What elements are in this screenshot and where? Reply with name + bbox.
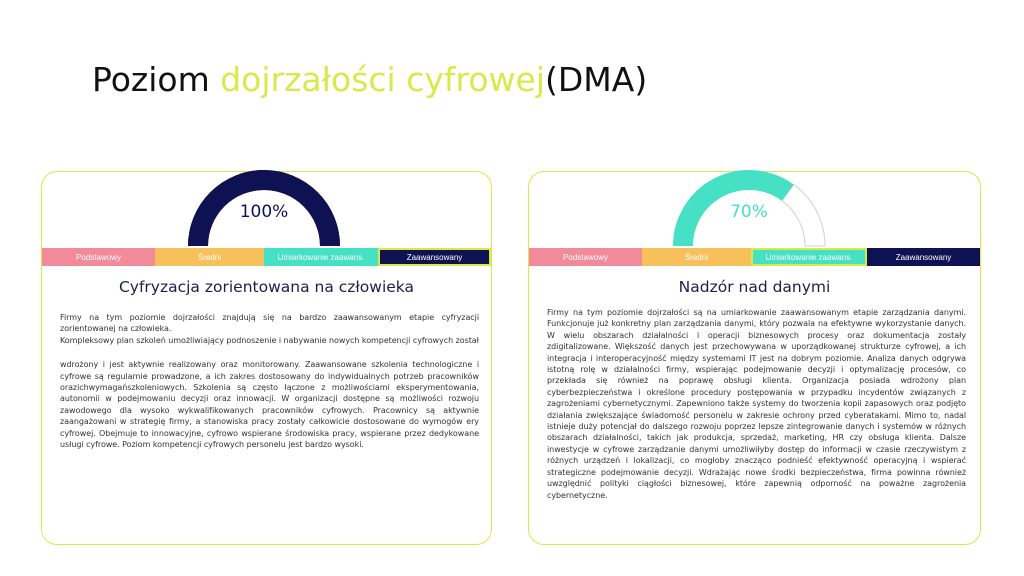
- maturity-gauge: [669, 158, 829, 258]
- level-moderately-advanced: Umiarkowanie zaawans.: [751, 248, 867, 266]
- maturity-card-data-governance: [528, 171, 981, 545]
- level-moderately-advanced: Umiarkowanie zaawans.: [264, 248, 378, 266]
- card-body: [547, 307, 966, 501]
- level-basic: Podstawowy: [42, 248, 155, 266]
- level-scale: [529, 248, 980, 266]
- title-accent: dojrzałości cyfrowej: [220, 60, 545, 99]
- body-paragraph: wdrożony i jest aktywnie realizowany oraz monitorowany. Zaawansowane szkolenia technologiczne i cyfrowe są regularnie prowadzone, a ich zakres dostosowany do indywidualnych potrzeb pracowników orazichwymagańszkoleniowych. Szkolenia są często łączone z możliwościami eksperymentowania, autonomii w podejmowaniu decyzji oraz innowacji. W organizacji dostępne są możliwości rozwoju zawodowego dla wysoko wykwalifikowanych pracowników cyfrowych. Pracownicy są aktywnie zaangażowani w strategię firmy, a stanowiska pracy zostały całkowicie dostosowane do wymogów ery cyfrowej. Obejmuje to innowacyjne, cyfrowo wspierane środowiska pracy, wspierane przez dedykowane usługi cyfrowe. Poziom kompetencji cyfrowych personelu jest bardzo wysoki.: [60, 360, 479, 450]
- level-basic: Podstawowy: [529, 248, 642, 266]
- level-intermediate: Średni: [155, 248, 264, 266]
- body-paragraph: Firmy na tym poziomie dojrzałości są na umiarkowanie zaawansowanym etapie zarządzania danymi. Funkcjonuje już konkretny plan zarządzania danymi, który pozwala na efektywne wykorzystanie danych. W wielu obszarach działalności i operacji biznesowych procesy oraz dokumentacja zostały zdigitalizowane. Większość danych jest przechowywana w uporządkowanej strukturze cyfrowej, a ich integracja i interoperacyjność między systemami IT jest na dobrym poziomie. Analiza danych odgrywa istotną rolę w działalności firmy, wspierając podejmowanie decyzji i optymalizację procesów, co przekłada się również na poprawę obsługi klienta. Organizacja posiada wdrożony plan cyberbezpieczeństwa i określone procedury postępowania w przypadku incydentów związanych z zagrożeniami cybernetycznymi. Zapewniono także systemy do tworzenia kopii zapasowych oraz podjęto działania zwiększające świadomość personelu w zakresie ochrony przed cyberatakami. Mimo to, nadal istnieje duży potencjał do dalszego rozwoju poprzez lepsze zintegrowanie danych i systemów w różnych obszarach działalności, takich jak produkcja, sprzedaż, marketing, HR czy obsługa klienta. Dalsze inwestycje w cyfrowe zarządzanie danymi umożliwiłyby dostęp do informacji w czasie rzeczywistym z różnych urządzeń i lokalizacji, co mogłoby znacząco podnieść efektywność operacyjną i wspierać strategiczne podejmowanie decyzji. Wdrażając nowe środki bezpieczeństwa, firma powinna również uwzględnić polityki ciągłości biznesowej, które zapewnią odporność na poważne zagrożenia cybernetyczne.: [547, 308, 966, 500]
- level-advanced: Zaawansowany: [378, 248, 491, 266]
- card-heading: Cyfryzacja zorientowana na człowieka: [118, 278, 415, 296]
- maturity-gauge: [184, 158, 344, 258]
- maturity-card-human-centric: [41, 171, 492, 545]
- card-heading: Nadzór nad danymi: [678, 278, 831, 296]
- gauge-value: 100%: [239, 202, 289, 222]
- level-scale: [42, 248, 491, 266]
- level-advanced: Zaawansowany: [867, 248, 980, 266]
- title-part-1: Poziom: [92, 60, 221, 99]
- body-paragraph: Firmy na tym poziomie dojrzałości znajdują się na bardzo zaawansowanym etapie cyfryzacji zorientowanej na człowieka.: [60, 313, 479, 334]
- level-intermediate: Średni: [642, 248, 751, 266]
- title-part-2: (DMA): [545, 60, 648, 99]
- page-title: [92, 60, 647, 99]
- gauge-value: 70%: [730, 202, 768, 222]
- body-paragraph: Kompleksowy plan szkoleń umożliwiający podnoszenie i nabywanie nowych kompetencji cyfrowych został: [60, 335, 479, 345]
- card-body: [60, 312, 479, 450]
